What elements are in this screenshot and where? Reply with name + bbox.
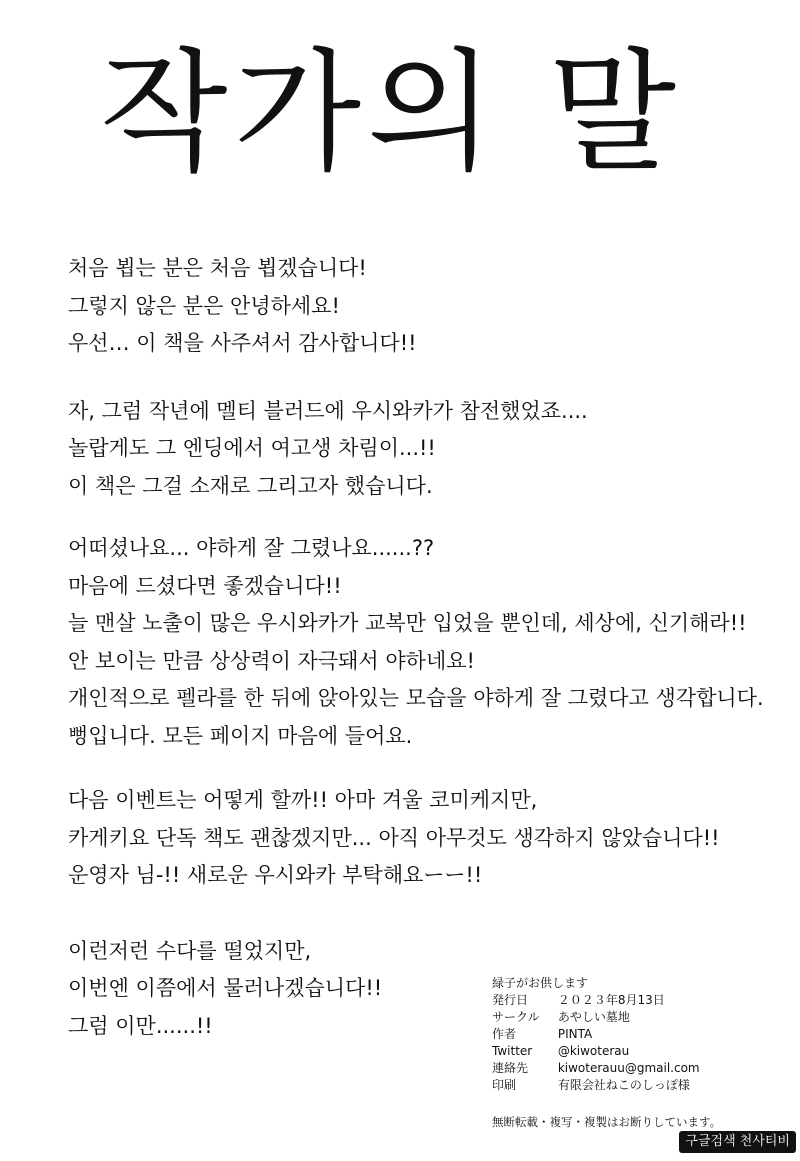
text-line: 운영자 님-!! 새로운 우시와카 부탁해요ーー!! [68,863,483,887]
text-line: 우선… 이 책을 사주셔서 감사합니다!! [68,331,417,355]
colophon-print-value: 有限会社ねこのしっぽ様 [557,1078,690,1092]
page-title: 작가의 말 [100,36,683,190]
colophon-print [492,1077,792,1094]
colophon-print-label: 印刷 [492,1078,517,1092]
text-line: 마음에 드셨다면 좋겠습니다!! [68,573,342,598]
text-line: 카게키요 단독 책도 괜찮겠지만... 아직 아무것도 생각하지 않았습니다!! [68,825,720,850]
watermark-badge: 구글검색 천사티비 [679,1131,796,1153]
colophon-twitter [492,1043,792,1060]
text-line: 처음 뵙는 분은 처음 뵙겠습니다! [68,256,367,280]
paragraph-greeting [68,250,768,363]
colophon-book-title: 緑子がお供します [492,976,589,990]
colophon-twitter-value: @kiwoterau [557,1044,630,1058]
colophon-author-label: 作者 [492,1027,517,1041]
text-line: 이번엔 이쯤에서 물러나겠습니다!! [68,976,383,1000]
colophon-contact [492,1060,792,1077]
colophon-contact-value: kiwoterauu@gmail.com [557,1061,700,1075]
text-line: 이런저런 수다를 떨었지만, [68,938,312,963]
colophon-contact-label: 連絡先 [492,1061,529,1075]
text-line: 그럼 이만......!! [68,1013,213,1038]
text-line: 놀랍게도 그 엔딩에서 여고생 차림이...!! [68,436,436,460]
colophon [492,975,792,1094]
copyright-notice: 無断転載・複写・複製はお断りしています。 [492,1115,722,1129]
body-text [68,250,768,1075]
text-line: 안 보이는 만큼 상상력이 자극돼서 야하네요! [68,648,475,673]
colophon-date [492,992,792,1009]
text-line: 어떠셨나요... 야하게 잘 그렸나요......?? [68,536,435,560]
text-line: 다음 이벤트는 어떻게 할까!! 아마 겨울 코미케지만, [68,788,538,812]
paragraph-background [68,393,768,506]
colophon-date-value: ２０２３年8月13日 [557,993,665,1007]
colophon-date-label: 発行日 [492,993,529,1007]
text-line: 늘 맨살 노출이 많은 우시와카가 교복만 입었을 뿐인데, 세상에, 신기해라!! [68,611,747,635]
paragraph-impressions [68,530,768,755]
colophon-circle [492,1009,792,1026]
text-line: 자, 그럼 작년에 멜티 블러드에 우시와카가 참전했었죠.... [68,398,588,423]
text-line: 그렇지 않은 분은 안녕하세요! [68,293,340,318]
text-line: 뻥입니다. 모든 페이지 마음에 들어요. [68,723,413,748]
text-line: 개인적으로 펠라를 한 뒤에 앉아있는 모습을 야하게 잘 그렸다고 생각합니다. [68,686,764,710]
colophon-twitter-label: Twitter [492,1044,533,1058]
colophon-circle-label: サークル [492,1010,540,1024]
colophon-author-value: PINTA [557,1027,593,1041]
paragraph-next-event [68,782,768,895]
colophon-author [492,1026,792,1043]
text-line: 이 책은 그걸 소재로 그리고자 했습니다. [68,473,433,498]
colophon-circle-value: あやしい墓地 [557,1010,630,1024]
